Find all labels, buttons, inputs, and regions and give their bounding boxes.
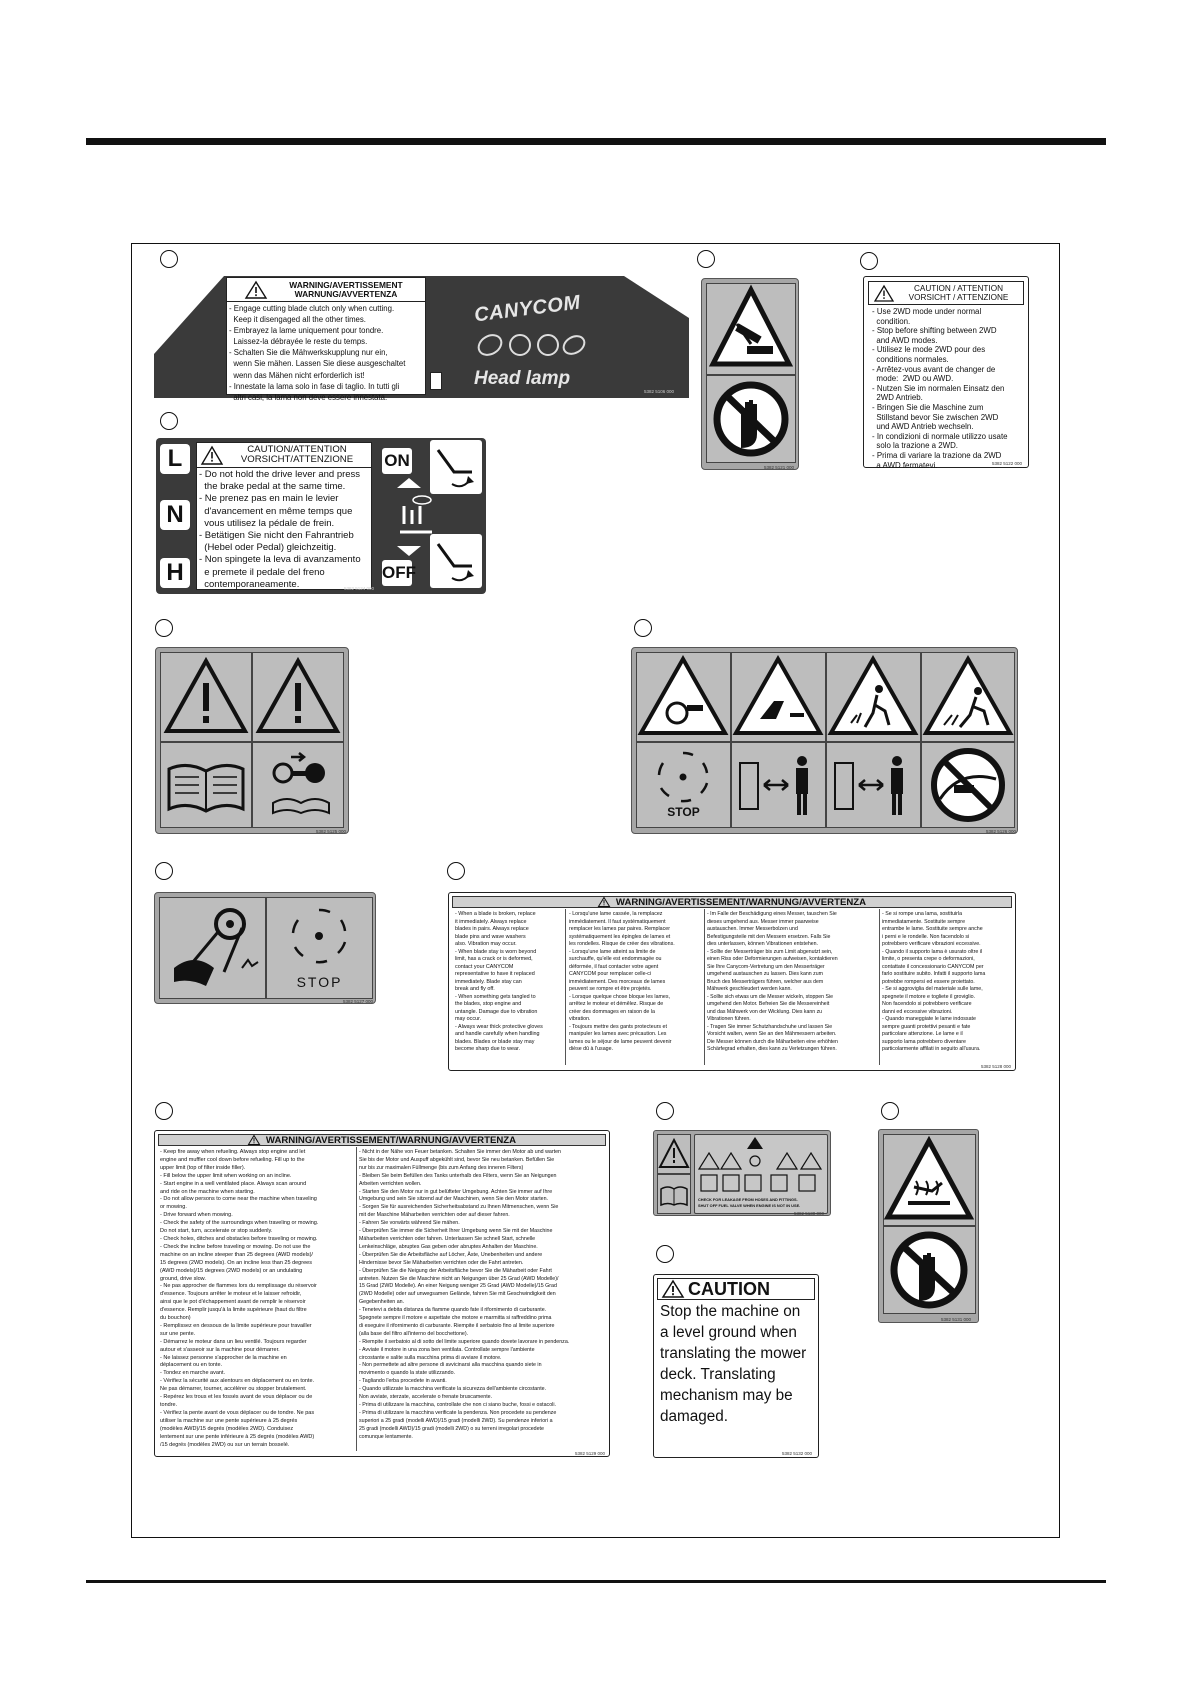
callout-circle-8 xyxy=(447,862,465,880)
letter-h-badge: H xyxy=(160,558,190,588)
warning-triangle-icon xyxy=(245,281,267,299)
warning-title: WARNING/AVERTISSEMENT/WARNUNG/AVVERTENZA xyxy=(265,1134,517,1146)
warning-text-fr: - Lorsqu'une lame cassée, la remplacez immédiatement. Il faut systématiquement remplacer les lames par paires. Remplacer systématiquement les épingles de lames et les rondelles. Risque de créer des vibrations. - Lorsqu'une lame atteint sa limite de surchauffe, qu'elle est endommagée ou déformée, il faut contacter votre agent CANYCOM pour remplacer celle-ci immédiatement. Des morceaux de lames peuvent se rompre et être projetés. - Lorsque quelque chose bloque les lames, arrêtez le moteur et démêlez. Risque de créer des dommages en raison de la vibration. - Toujours mettre des gants protecteurs et manipuler les lames avec précaution. Les lames ou le séjour de lame peuvent devenir dièse dû à l'usage. xyxy=(569,911,675,1052)
part-number: 5382 5127 000 xyxy=(343,999,374,1004)
manual-icon xyxy=(430,372,442,390)
warning-triangle-icon xyxy=(253,653,343,741)
blade-hand-hazard-cell xyxy=(636,652,731,742)
warning-header xyxy=(158,1134,606,1146)
warning-triangle-icon xyxy=(161,653,251,741)
part-number: 5382 5125 000 xyxy=(316,829,347,834)
caution-text: - Use 2WD mode under normal condition. - Stop before shifting between 2WD and AWD modes. - Utilisez le mode 2WD pour des conditions normales. - Arrêtez-vous avant de changer de mode: 2WD ou AWD. - Nutzen Sie im normalen Einsatz den 2WD Antrieb. - Bringen Sie die Maschine zum Stillstand bevor Sie zwischen 2WD und AWD Antrieb wechseln. - In condizioni di normale utilizzo usate solo la trazione a 2WD. - Prima di variare la trazione da 2WD a AWD fermatevi. xyxy=(872,307,1008,470)
letter-l-badge: L xyxy=(160,444,190,474)
headlamp-label: Head lamp xyxy=(474,368,571,389)
warning-text-en-fr: - Keep fire away when refueling. Always stop engine and let engine and muffler cool down before refueling. Fill up to the upper limit (top of filter inside filler). - Fill below the upper limit when working on an incline. - Start engine in a well ventilated place. Always scan around and ride on the machine when starting. - Do not allow persons to come near the machine when traveling or mowing. - Drive forward when mowing. - Check the safety of the surroundings when traveling or mowing. Do not start, turn, accelerate or stop suddenly. - Check holes, ditches and obstacles before traveling or mowing. - Check the incline before traveling or mowing. Do not use the machine on an incline steeper than 25 degrees (AWD models)/ 15 degrees (2WD models). On an incline less than 25 degrees (AWD models)/15 degrees (2WD models) or an undulating ground, drive slow. - Ne pas approcher de flammes lors du remplissage du réservoir d'essence. Toujours arrêter le moteur et le laisser refroidir, ainsi que le pot d'échappement avant de remplir le réservoir d'essence. Remplir jusqu'à la limite supérieure (haut du filtre du bouchon) - Remplissez en dessous de la limite supérieure pour travailler sur une pente. - Démarrez le moteur dans un lieu ventilé. Toujours regarder autour et s'asseoir sur la machine pour démarrer. - Ne laissez personne s'approcher de la machine en déplacement ou en tonte. - Tondez en marche avant. - Vérifiez la sécurité aux alentours en déplacement ou en tonte. Ne pas démarrer, tourner, accélérer ou stopper brutalement. - Repérez les trous et les fossés avant de vous déplacer ou de tondre. - Vérifiez la pente avant de vous déplacer ou de tondre. Ne pas utiliser la machine sur une pente supérieure à 25 degrés (modèles AWD)/15 degrés (modèles 2WD). Conduisez lentement sur une pente inférieure à 25 degrés (modèles AWD) /15 degrés (modèles 2WD) ou sur un terrain bosselé. xyxy=(160,1149,319,1448)
decal-9-refuel-warning xyxy=(154,1130,610,1457)
on-badge: ON xyxy=(382,448,412,474)
off-badge: OFF xyxy=(382,560,412,586)
pedal-press-icon xyxy=(430,440,482,494)
remove-key-icon xyxy=(253,743,343,827)
leaf-fruit-icons xyxy=(476,332,586,358)
part-number: 5382 5131 000 xyxy=(941,1317,972,1322)
decal-5-read-manual xyxy=(155,647,349,834)
read-manual-book-icon xyxy=(161,743,251,827)
hot-surface-triangle-icon xyxy=(884,1135,975,1225)
warning-triangle-icon xyxy=(874,285,894,302)
warning-triangle-icon xyxy=(662,1280,684,1298)
blade-foot-hazard-cell xyxy=(731,652,826,742)
blade-cut-hand-triangle-icon xyxy=(637,653,730,741)
warning-title: WARNING/AVERTISSEMENT/WARNUNG/AVVERTENZA xyxy=(615,896,867,908)
caution-header xyxy=(657,1278,815,1300)
shut-valve-line: SHUT OFF FUEL VALVE WHEN ENGINE IS NOT IN USE. xyxy=(698,1203,801,1208)
no-hand-cell xyxy=(883,1226,976,1314)
warning-header xyxy=(452,896,1012,908)
caution-header xyxy=(868,281,1024,305)
part-number: 5382 5126 000 xyxy=(986,829,1017,834)
stop-label: STOP xyxy=(667,805,700,819)
bottom-rule xyxy=(86,1580,1106,1583)
decal-2-hand-crush xyxy=(701,278,799,470)
manual-cell xyxy=(160,742,252,828)
stop-label: STOP xyxy=(296,974,343,990)
part-number: 5382 5122 000 xyxy=(992,461,1023,466)
stop-rotation-cell xyxy=(636,742,731,828)
no-touch-hand-icon xyxy=(707,376,795,462)
canycom-logo: CANYCOM xyxy=(472,291,582,327)
callout-circle-7 xyxy=(155,862,173,880)
part-number: 5382 5124 000 xyxy=(344,586,375,591)
part-number: 5382 5132 000 xyxy=(782,1451,813,1456)
belt-entanglement-icon xyxy=(160,898,265,998)
keep-distance-cell-2 xyxy=(826,742,921,828)
hand-crush-triangle-icon xyxy=(707,284,795,374)
callout-circle-1 xyxy=(160,250,178,268)
part-number: 5382 5130 000 xyxy=(794,1211,825,1216)
decal-1-blade-clutch-warning xyxy=(154,276,689,402)
warning-text-box xyxy=(226,277,426,402)
caution-text: Stop the machine on a level ground when translating the mower deck. Translating mechanism may be damaged. xyxy=(660,1303,807,1425)
read-manual-book-icon xyxy=(658,1175,690,1213)
part-number: 5382 5121 000 xyxy=(764,465,795,470)
caution-title: CAUTION / ATTENTION VORSICHT / ATTENZIONE xyxy=(908,283,1009,302)
remove-key-cell xyxy=(252,742,344,828)
warning-cell xyxy=(657,1134,691,1174)
decal-7-belt-stop xyxy=(154,892,376,1004)
warning-triangle-icon xyxy=(658,1135,690,1173)
thrown-object-hazard-cell-2 xyxy=(921,652,1015,742)
decal-11-hot-surface xyxy=(878,1129,979,1323)
pictogram-strip xyxy=(694,1134,828,1214)
check-leakage-line: CHECK FOR LEAKAGE FROM HOSES AND FITTINGS. xyxy=(698,1197,798,1202)
warning-triangle-icon xyxy=(248,1135,260,1145)
hot-surface-cell xyxy=(883,1134,976,1226)
part-number: 5382 5129 000 xyxy=(575,1451,606,1456)
thrown-objects-triangle-icon xyxy=(827,653,920,741)
caution-title: CAUTION/ATTENTION VORSICHT/ATTENZIONE xyxy=(240,443,354,465)
callout-circle-2 xyxy=(697,250,715,268)
crush-hazard-cell xyxy=(706,283,796,375)
callout-circle-12 xyxy=(656,1245,674,1263)
callout-circle-3 xyxy=(860,252,878,270)
keep-distance-person-icon xyxy=(732,743,825,827)
decal-4-drive-lever-caution xyxy=(156,438,486,594)
warning-text-de-it: - Nicht in der Nähe von Feuer betanken. Schalten Sie immer den Motor ab und warten Sie bis der Motor und Auspuff abgekühlt sind, bevor Sie neu betanken. Befüllen Sie nur bis zur maximalen Füllmenge (bis zum Anfang des inneren Filters) - Bleiben Sie beim Befüllen des Tanks unterhalb des Filters, wenn Sie an Neigungen Arbeiten verrichten wollen. - Starten Sie den Motor nur in gut belüfteter Umgebung. Achten Sie immer auf Ihre Umgebung und sein Sie sitzend auf der Maschinen, wenn Sie den Motor starten. - Sorgen Sie für ausreichenden Sicherheitsabstand zu Ihnen Mitmenschen, wenn Sie mit der Maschine Mäharbeiten verrichten oder auf dieser fahren. - Fahren Sie vorwärts während Sie mähen. - Überprüfen Sie immer die Sicherheit Ihrer Umgebung wenn Sie mit der Maschine Mäharbeiten verrichten oder fahren. Unterlassen Sie schnell Start, schnelle Lenkeinschläge, abruptes Gas geben oder abruptes Anhalten der Maschine. - Überprüfen Sie die Arbeitsfläche auf Löcher, Äste, Unebenheiten und andere Hindernisse bevor Sie Mäharbeiten verrichten oder die Fahrt antreten. - Überprüfen Sie die Neigung der Arbeitsfläche bevor Sie die Mäharbeit oder Fahrt antreten. Nutzen Sie die Maschine nicht an Neigungen über 25 Grad (AWD Modelle)/ 15 Grad (2WD Modelle). An einer Neigung weniger 25 Grad (AWD Modelle)/15 Grad (2WD Modelle) oder auf unwegsamen Gelände, fahren Sie mit Geschwindigkeit den Gegebenheiten an. - Tenetevi a debita distanza da fiamme quando fate il rifornimento di carburante. Spegnete sempre il motore e aspettate che motore e marmitta si raffreddino prima di eseguire il rifornimento di carburante. Riempite il serbatoio fino al limite superiore (alla base del filtro all'interno del bocchettone). - Riempite il serbatoio al di sotto del limite superiore quando dovete lavorare in pendenza. - Avviate il motore in una zona ben ventilata. Controllate sempre l'ambiente circostante e salite sulla macchina prima di avviare il motore. - Non permettete ad altre persone di avvicinarsi alla macchina quando siete in movimento o quando la state utilizzando. - Tagliando l'erba procedete in avanti. - Quando utilizzate la macchina verificate la sicurezza dell'ambiente circostante. Non avviate, sterzate, accelerate o frenate bruscamente. - Prima di utilizzare la macchina, controllate che non ci siano buche, fossi e ostacoli. - Prima di utilizzare la macchina verificate la pendenza. Non procedete su pendenze superiori a 25 gradi (modelli AWD)/15 gradi (modelli 2WD). Su pendenze inferiori a 25 gradi (modelli AWD)/15 gradi (modelli 2WD) o su terreni irregolari procedete comunque lentamente. xyxy=(359,1149,570,1440)
manual-cell xyxy=(657,1174,691,1214)
caution-title: CAUTION xyxy=(688,1278,770,1299)
caution-text: - Do not hold the drive lever and press the brake pedal at the same time. - Ne prenez pas en main le levier d'avancement en même temps que vous utilisez la pédale de frein. - Betätigen Sie nicht den Fahrantrieb (Hebel oder Pedal) gleichzeitig. - Non spingete la leva di avanzamento e premete il pedale del freno contemporaneamente. xyxy=(199,469,361,590)
warning-cell-right xyxy=(252,652,344,742)
top-rule xyxy=(86,138,1106,145)
blade-cut-foot-triangle-icon xyxy=(732,653,825,741)
warning-title: WARNING/AVERTISSEMENT WARNUNG/AVVERTENZA xyxy=(289,279,403,299)
rotating-blade-icon xyxy=(637,743,730,807)
rotating-blade-icon xyxy=(267,898,372,976)
callout-circle-4 xyxy=(160,412,178,430)
callout-circle-11 xyxy=(881,1102,899,1120)
keep-distance-person-icon xyxy=(827,743,920,827)
warning-text: - Engage cutting blade clutch only when cutting. Keep it disengaged all the other times. - Embrayez la lame uniquement pour tondre. Laissez-la débrayée le reste du temps. - Schalten Sie die Mähwerkskupplung nur ein, wenn Sie mähen. Lassen Sie diese ausgeschaltet wenn das Mähen nicht erforderlich ist! - Innestate la lama solo in fase di taglio. In tutti gli altri casi, la lama non deve essere innestata. xyxy=(229,304,406,402)
no-hand-cell xyxy=(706,375,796,463)
decal-3-2wd-awd-caution xyxy=(863,276,1029,468)
fuel-safety-pictograms-icon xyxy=(695,1135,827,1197)
callout-circle-5 xyxy=(155,619,173,637)
warning-cell-left xyxy=(160,652,252,742)
thrown-object-hazard-cell xyxy=(826,652,921,742)
no-touch-hand-icon xyxy=(884,1227,975,1313)
warning-text-en: - When a blade is broken, replace it immediately. Always replace blades in pairs. Always replace blade pins and wave washers also. Vibration may occur. - When blade stay is worn beyond limit, has a crack or is deformed, contact your CANYCOM representative to have it replaced immediately. Blade stay can break and fly off. - When something gets tangled to the blades, stop engine and untangle. Damage due to vibration may occur. - Always wear thick protective gloves and handle carefully when handling blades. Blades or blade stay may become sharp due to wear. xyxy=(455,911,543,1052)
callout-circle-9 xyxy=(155,1102,173,1120)
part-number: 5382 5106 000 xyxy=(644,389,675,394)
decal-12-translating-caution xyxy=(653,1274,819,1458)
warning-triangle-icon xyxy=(201,446,223,465)
belt-entanglement-cell xyxy=(159,897,266,999)
pedal-release-icon xyxy=(430,534,482,588)
caution-text-box xyxy=(196,442,375,591)
decal-10-fuel-check xyxy=(653,1130,831,1216)
callout-circle-6 xyxy=(634,619,652,637)
thrown-objects-triangle-icon xyxy=(922,653,1014,741)
callout-circle-10 xyxy=(656,1102,674,1120)
decal-8-blade-warning xyxy=(448,892,1016,1071)
no-steep-slope-icon xyxy=(922,743,1014,827)
part-number: 5382 5128 000 xyxy=(981,1064,1012,1069)
letter-n-badge: N xyxy=(160,500,190,530)
warning-triangle-icon xyxy=(598,897,610,907)
warning-text-de: - Im Falle der Beschädigung eines Messer, tauschen Sie dieses umgehend aus. Messer immer paarweise austauschen. Immer Messerbolzen und Befestigungsteile mit den Messern ersetzen. Falls Sie dies unterlassen, können Vibrationen entstehen. - Sollte der Messerträger bis zum Limit abgenutzt sein, einen Riss oder Deformierungen aufweisen, kontaktieren Sie Ihre Canycom-Vertretung um den Messerträger umgehend austauschen zu lassen. Dies kann zum Bruch des Messerträgers führen, welcher aus dem Mähwerk geschleudert werden kann. - Sollte sich etwas um die Messer wickeln, stoppen Sie umgehend den Motor. Befreien Sie die Messereinheit und das Mähwerk von der Wicklung. Dies kann zu Vibrationen führen. - Tragen Sie immer Schutzhandschuhe und lassen Sie Vorsicht walten, wenn Sie an den Mähmessern arbeiten. Die Messer können durch die Mäharbeiten eine erhöhten Schärfegrad erhalten, dies kann zu Verletzungen führen. xyxy=(707,911,838,1052)
no-slope-cell xyxy=(921,742,1015,828)
warning-text-it: - Se si rompe una lama, sostituirla immediatamente. Sostituite sempre entrambe le lame. Sostituite sempre anche i perni e le rondelle. Non facendolo si potrebbero verificare vibrazioni eccessive. - Quando il supporto lama è usurato oltre il limite, o presenta crepe o deformazioni, contattate il concessionario CANYCOM per farlo sostituire subito. Infatti il supporto lama potrebbe rompersi ed essere proiettato. - Se si aggroviglia del materiale sulle lame, spegnete il motore e togliete il groviglio. Non facendolo si potrebbero verificare danni ed eccessive vibrazioni. - Quando maneggiate le lame indossate sempre guanti protettivi pesanti e fate particolare attenzione. Le lame e il supporto lama potrebbero diventare particolarmente affilati in seguito all'usura. xyxy=(882,911,986,1052)
keep-distance-cell xyxy=(731,742,826,828)
stop-rotation-cell xyxy=(266,897,373,999)
decal-6-blade-hazards xyxy=(631,647,1018,834)
